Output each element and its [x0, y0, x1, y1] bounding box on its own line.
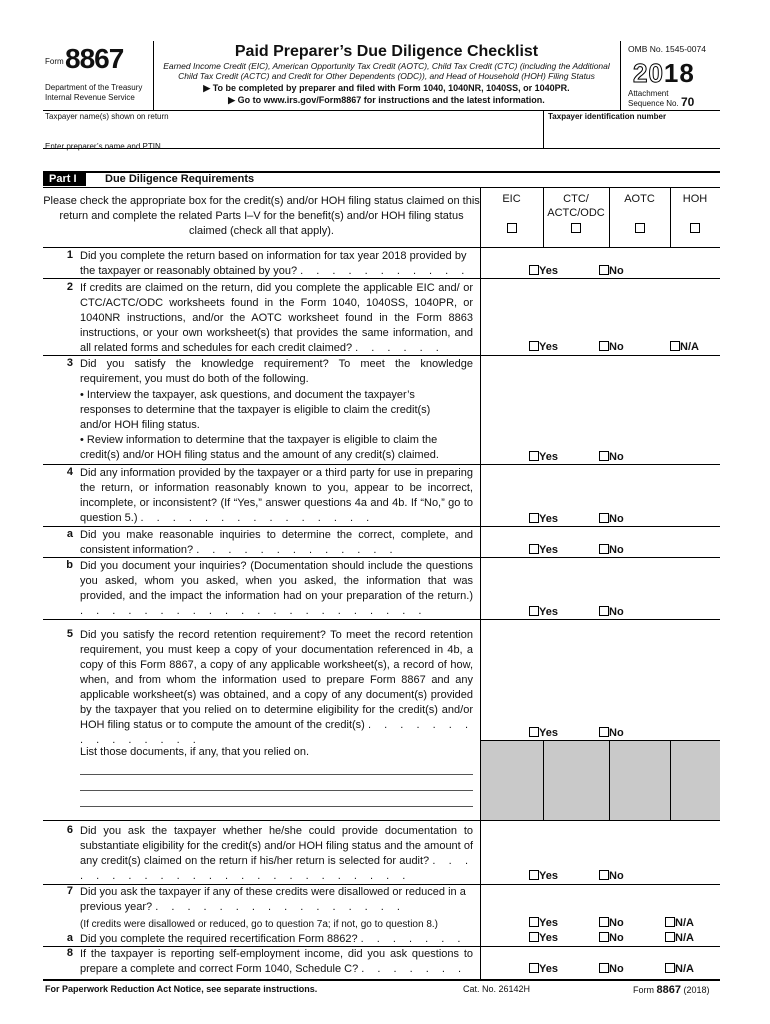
q1-rule	[43, 278, 720, 279]
q1-number: 1	[66, 249, 73, 261]
q7a-number: a	[66, 932, 73, 944]
q6-text	[80, 824, 473, 884]
q7a-text	[80, 932, 473, 947]
q4b-no-label: No	[609, 606, 624, 618]
q4b-text	[80, 559, 473, 619]
q1-no-label: No	[609, 265, 624, 277]
q3-no[interactable]	[599, 451, 624, 463]
footer-rule	[43, 979, 720, 981]
q2-yes[interactable]	[529, 341, 558, 353]
grid-col-1	[480, 187, 481, 979]
q5-no-label: No	[609, 727, 624, 739]
q3-no-label: No	[609, 451, 624, 463]
header-divider-right	[620, 41, 621, 111]
hoh-checkbox[interactable]	[690, 223, 700, 233]
attachment-label: Attachment	[628, 89, 669, 98]
q4-no-checkbox[interactable]	[599, 513, 609, 523]
q3-number: 3	[66, 357, 73, 369]
q4-rule	[43, 526, 720, 527]
q4b-rule	[43, 619, 720, 620]
q8-na[interactable]	[665, 963, 694, 975]
q4a-yes-checkbox[interactable]	[529, 544, 539, 554]
footer-year: (2018)	[683, 985, 710, 995]
q7-no-checkbox[interactable]	[599, 917, 609, 927]
q4a-leader: . . . . . . . . . . . . .	[196, 544, 398, 556]
q5-no-checkbox[interactable]	[599, 727, 609, 737]
instr-bottom-rule	[43, 247, 720, 248]
q7-text-body: Did you ask the taxpayer if any of these credits were disallowed or reduced in a previous year?	[80, 886, 466, 913]
q5-leader: . . . . . . . . . . . . . . .	[80, 719, 474, 746]
q5-text	[80, 628, 473, 748]
catalog-number: Cat. No. 26142H	[463, 984, 531, 994]
q7-number: 7	[66, 885, 73, 897]
q1-yes[interactable]	[529, 265, 558, 277]
header-divider-left	[153, 41, 154, 111]
tin-divider	[543, 110, 544, 148]
q7-note: (If credits were disallowed or reduced, go to question 7a; if not, go to question 8.)	[80, 919, 438, 930]
tin-field[interactable]	[548, 123, 718, 145]
q7-yes-checkbox[interactable]	[529, 917, 539, 927]
q5-number: 5	[66, 628, 73, 640]
q7-yes-label: Yes	[539, 917, 558, 929]
q6-no-checkbox[interactable]	[599, 870, 609, 880]
paperwork-notice: For Paperwork Reduction Act Notice, see separate instructions.	[45, 984, 318, 994]
q2-leader: . . . . . .	[355, 342, 444, 354]
q7-yes[interactable]	[529, 917, 558, 929]
shaded-cell-2	[544, 741, 609, 820]
q4b-no-checkbox[interactable]	[599, 606, 609, 616]
q4-number: 4	[66, 466, 73, 478]
q5-no[interactable]	[599, 727, 624, 739]
form-8867	[43, 41, 720, 1001]
col-aotc	[609, 192, 670, 236]
q1-no[interactable]	[599, 265, 624, 277]
q7a-na-label: N/A	[675, 932, 694, 944]
q4b-yes-label: Yes	[539, 606, 558, 618]
q4b-no[interactable]	[599, 606, 624, 618]
q5-doc-line-1[interactable]	[80, 774, 473, 775]
shaded-cell-1	[481, 741, 543, 820]
q3-yes[interactable]	[529, 451, 558, 463]
q4-no[interactable]	[599, 513, 624, 525]
q4-yes-checkbox[interactable]	[529, 513, 539, 523]
dept-name: Department of the Treasury	[45, 83, 143, 92]
q3-bullet-1: • Interview the taxpayer, ask questions, and document the taxpayer’s responses to determine that the taxpayer is eligible to claim the credit(s) and/or HOH filing status.	[80, 389, 431, 431]
q8-yes[interactable]	[529, 963, 558, 975]
q6-leader: . . . . . . . . . . . . . . . . . . . . . . . .	[80, 855, 474, 882]
q7a-na[interactable]	[665, 932, 694, 944]
q8-na-checkbox[interactable]	[665, 963, 675, 973]
tin-label: Taxpayer identification number	[548, 112, 667, 121]
col-ctc-label: CTC/ ACTC/ODC	[547, 193, 605, 219]
q2-na[interactable]	[670, 341, 699, 353]
q8-no-checkbox[interactable]	[599, 963, 609, 973]
part-tag: Part I	[43, 172, 86, 186]
shade-divider-1	[543, 740, 544, 820]
col-eic	[480, 192, 543, 236]
q4a-text-body: Did you make reasonable inquiries to determine the correct, complete, and consistent information?	[80, 529, 473, 556]
q5-yes-checkbox[interactable]	[529, 727, 539, 737]
q7-no[interactable]	[599, 917, 624, 929]
q8-yes-checkbox[interactable]	[529, 963, 539, 973]
filing-instruction: ▶ To be completed by preparer and filed with Form 1040, 1040NR, 1040SS, or 1040PR.	[203, 83, 570, 93]
q3-no-checkbox[interactable]	[599, 451, 609, 461]
q4a-number: a	[66, 528, 73, 540]
q8-text-body: If the taxpayer is reporting self-employment income, did you ask questions to prepare a complete and correct Form 1040, Schedule C?	[80, 948, 473, 975]
q5-doc-line-3[interactable]	[80, 806, 473, 807]
form-title: Paid Preparer’s Due Diligence Checklist	[234, 43, 539, 60]
q4-yes[interactable]	[529, 513, 558, 525]
q4-text-body: Did any information provided by the taxpayer or a third party for use in preparing the return, or information reasonably known to you, appear to be incorrect, incomplete, or inconsistent? (If “Yes,” answer questions 4a and 4b. If “No,” go to question 5.)	[80, 467, 473, 524]
eic-checkbox[interactable]	[507, 223, 517, 233]
q5-doc-line-2[interactable]	[80, 790, 473, 791]
form-number: 8867	[65, 43, 124, 74]
q3-text: Did you satisfy the knowledge requirement? To meet the knowledge requirement, you must do both of the following.	[80, 358, 473, 385]
q6-yes-checkbox[interactable]	[529, 870, 539, 880]
q2-na-checkbox[interactable]	[670, 341, 680, 351]
q2-yes-checkbox[interactable]	[529, 341, 539, 351]
q8-number: 8	[66, 947, 73, 959]
q4b-yes-checkbox[interactable]	[529, 606, 539, 616]
q1-text	[80, 249, 473, 279]
q6-number: 6	[66, 824, 73, 836]
q4a-rule	[43, 557, 720, 558]
q4a-yes-label: Yes	[539, 544, 558, 556]
q7-na-checkbox[interactable]	[665, 917, 675, 927]
q7-text	[80, 885, 473, 915]
q2-rule	[43, 355, 720, 356]
q3-yes-label: Yes	[539, 451, 558, 463]
q7a-yes[interactable]	[529, 932, 558, 944]
sequence-number: 70	[680, 95, 695, 109]
part1-title-rule	[43, 187, 720, 188]
sequence-label: Sequence No.	[628, 99, 679, 108]
q4a-no-label: No	[609, 544, 624, 556]
q8-no-label: No	[609, 963, 624, 975]
header-bottom-rule	[43, 110, 720, 111]
q4b-text-body: Did you document your inquiries? (Documentation should include the questions you asked, whom you asked, when you asked, the information that was provided, and the impact the information had on your preparation of the return.)	[80, 560, 473, 602]
q7a-no[interactable]	[599, 932, 624, 944]
q6-no-label: No	[609, 870, 624, 882]
q8-no[interactable]	[599, 963, 624, 975]
q7a-no-label: No	[609, 932, 624, 944]
q2-text-body: If credits are claimed on the return, did you complete the applicable EIC and/ or CTC/ACTC/ODC worksheets found in the Form 1040, 1040SS, 1040PR, or 1040NR instructions, and/or the AOTC worksheet found in the Form 8863 instructions, or your own worksheet(s) that provides the same information, and all related forms and schedules for each credit claimed?	[80, 282, 473, 354]
q4-leader: . . . . . . . . . . . . . . .	[140, 512, 375, 524]
q2-no-checkbox[interactable]	[599, 341, 609, 351]
shade-divider-3	[670, 740, 671, 820]
col-aotc-label: AOTC	[624, 193, 655, 205]
tax-year	[633, 58, 695, 89]
part-title: Due Diligence Requirements	[105, 173, 255, 185]
q6-text-body: Did you ask the taxpayer whether he/she could provide documentation to substantiate eligibility for the credit(s) and/or HOH filing status and the amount of any credit(s) claimed on the return if his/her return is selected for audit?	[80, 825, 473, 867]
q7a-yes-label: Yes	[539, 932, 558, 944]
part1-instruction: Please check the appropriate box for the credit(s) and/or HOH filing status claimed on this return and complete the related Parts I–V for the benefit(s) and/or HOH filing status claimed (check all that apply).	[43, 195, 480, 237]
year-outline: 20	[633, 58, 664, 88]
q7-na-label: N/A	[675, 917, 694, 929]
q7a-na-checkbox[interactable]	[665, 932, 675, 942]
q1-text-body: Did you complete the return based on information for tax year 2018 provided by the taxpayer or reasonably obtained by you?	[80, 250, 467, 277]
omb-number: OMB No. 1545-0074	[628, 44, 706, 54]
q4-text	[80, 466, 473, 526]
col-hoh-label: HOH	[682, 193, 708, 205]
ctc-checkbox[interactable]	[571, 223, 581, 233]
footer-form-id	[633, 984, 710, 996]
shaded-cell-3	[610, 741, 670, 820]
q1-yes-checkbox[interactable]	[529, 265, 539, 275]
q4-yes-label: Yes	[539, 513, 558, 525]
q6-yes[interactable]	[529, 870, 558, 882]
q5-yes-label: Yes	[539, 727, 558, 739]
q3-bullet-2: • Review information to determine that the taxpayer is eligible to claim the credit(s) and/or HOH filing status and the amount of any credit(s) claimed.	[80, 434, 439, 461]
taxpayer-name-label: Taxpayer name(s) shown on return	[45, 112, 169, 121]
preparer-field[interactable]	[45, 153, 715, 169]
q2-na-label: N/A	[680, 341, 699, 353]
q7-no-label: No	[609, 917, 624, 929]
col-hoh	[670, 192, 720, 236]
q4b-leader: . . . . . . . . . . . . . . . . . . . . . .	[80, 605, 427, 617]
aotc-checkbox[interactable]	[635, 223, 645, 233]
shade-divider-2	[609, 740, 610, 820]
form-subtitle: Earned Income Credit (EIC), American Opportunity Tax Credit (AOTC), Child Tax Credit (CTC) (including the Additional Child Tax Credit (ACTC) and Credit for Other Dependents (ODC)), and Head of Household (HOH) Filing Status	[163, 61, 610, 81]
q7a-text-body: Did you complete the required recertification Form 8862?	[80, 933, 358, 945]
q8-text	[80, 947, 473, 977]
q1-no-checkbox[interactable]	[599, 265, 609, 275]
q3-yes-checkbox[interactable]	[529, 451, 539, 461]
department	[45, 83, 142, 103]
q2-yes-label: Yes	[539, 341, 558, 353]
year-solid: 18	[663, 58, 695, 88]
q2-text	[80, 281, 473, 356]
q7a-yes-checkbox[interactable]	[529, 932, 539, 942]
col-ctc	[543, 192, 609, 236]
form-label: Form	[45, 57, 64, 66]
preparer-label: Enter preparer’s name and PTIN	[45, 142, 161, 151]
q7a-no-checkbox[interactable]	[599, 932, 609, 942]
q8-yes-label: Yes	[539, 963, 558, 975]
footer-form-label: Form	[633, 985, 654, 995]
col-eic-label: EIC	[502, 193, 521, 205]
irs-name: Internal Revenue Service	[45, 93, 135, 102]
q5-yes[interactable]	[529, 727, 558, 739]
shaded-cell-4	[671, 741, 720, 820]
footer-form-number: 8867	[656, 984, 681, 996]
q1-leader: . . . . . . . . . . .	[300, 265, 470, 277]
q1-yes-label: Yes	[539, 265, 558, 277]
q2-no-label: No	[609, 341, 624, 353]
q7-leader: . . . . . . . . . . . . . . . .	[155, 901, 405, 913]
q4a-yes[interactable]	[529, 544, 558, 556]
q6-no[interactable]	[599, 870, 624, 882]
q5-text-body: Did you satisfy the record retention requirement? To meet the record retention requirement, you must keep a copy of your documentation referenced in 4b, a copy of this Form 8867, a copy of any applicable worksheet(s), a record of how, when, and from whom the information used to prepare Form 8867 and any applicable worksheet(s) was obtained, and a copy of any document(s) provided by the taxpayer that you relied on to determine eligibility for the credit(s) and/or HOH filing status or to compute the amount of the credit(s)	[80, 629, 473, 731]
q2-no[interactable]	[599, 341, 624, 353]
q4a-no-checkbox[interactable]	[599, 544, 609, 554]
q8-leader: . . . . . . .	[361, 963, 467, 975]
q4-no-label: No	[609, 513, 624, 525]
q4b-number: b	[66, 559, 73, 571]
q2-number: 2	[66, 281, 73, 293]
q4a-no[interactable]	[599, 544, 624, 556]
q7a-leader: . . . . . . .	[360, 933, 466, 945]
q8-na-label: N/A	[675, 963, 694, 975]
q3-rule	[43, 464, 720, 465]
q7-na[interactable]	[665, 917, 694, 929]
website-instruction: ▶ Go to www.irs.gov/Form8867 for instructions and the latest information.	[228, 95, 545, 105]
q5-rule	[43, 820, 720, 821]
q4b-yes[interactable]	[529, 606, 558, 618]
q6-yes-label: Yes	[539, 870, 558, 882]
q4a-text	[80, 528, 473, 558]
attachment-sequence	[628, 89, 694, 108]
q5-list-label: List those documents, if any, that you relied on.	[80, 746, 310, 758]
